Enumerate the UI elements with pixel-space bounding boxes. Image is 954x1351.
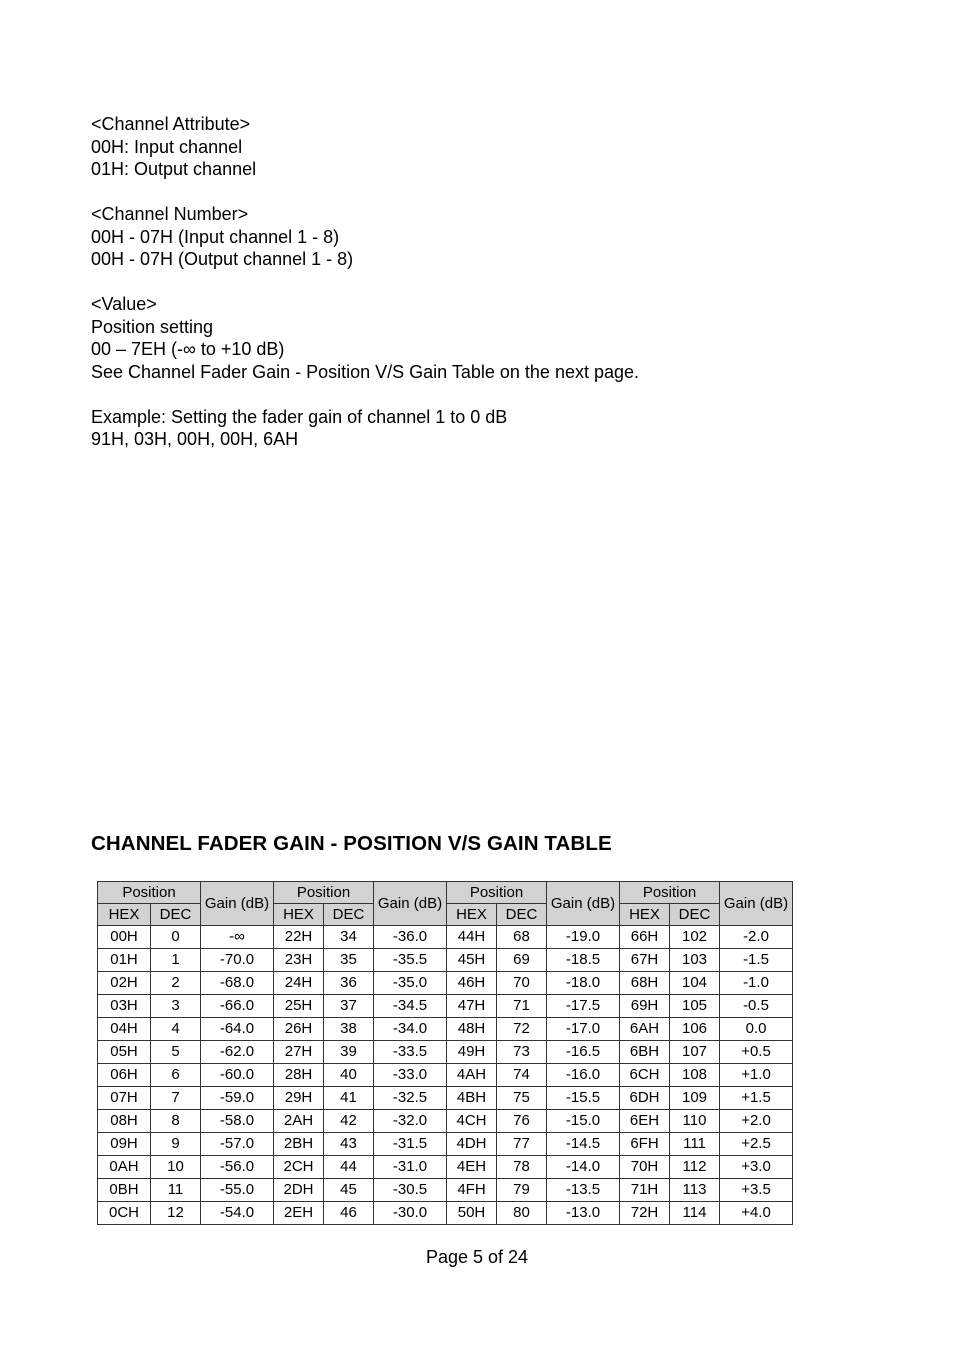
dec-cell: 113	[670, 1179, 720, 1202]
hex-cell: 6CH	[620, 1064, 670, 1087]
dec-cell: 43	[324, 1133, 374, 1156]
hex-cell: 22H	[274, 926, 324, 949]
gain-cell: -55.0	[201, 1179, 274, 1202]
hex-cell: 25H	[274, 995, 324, 1018]
gain-cell: +1.0	[720, 1064, 793, 1087]
gain-cell: -18.0	[547, 972, 620, 995]
hex-cell: 44H	[447, 926, 497, 949]
hex-cell: 2DH	[274, 1179, 324, 1202]
gain-cell: -30.5	[374, 1179, 447, 1202]
position-header: Position	[620, 882, 720, 904]
gain-cell: -56.0	[201, 1156, 274, 1179]
gain-cell: -35.5	[374, 949, 447, 972]
hex-cell: 6DH	[620, 1087, 670, 1110]
hex-cell: 49H	[447, 1041, 497, 1064]
hex-cell: 4BH	[447, 1087, 497, 1110]
dec-cell: 106	[670, 1018, 720, 1041]
dec-cell: 11	[151, 1179, 201, 1202]
hex-cell: 2EH	[274, 1202, 324, 1225]
hex-cell: 47H	[447, 995, 497, 1018]
hex-cell: 0BH	[98, 1179, 151, 1202]
dec-cell: 109	[670, 1087, 720, 1110]
gain-cell: +3.0	[720, 1156, 793, 1179]
table-row	[98, 1179, 793, 1202]
hex-cell: 66H	[620, 926, 670, 949]
dec-cell: 70	[497, 972, 547, 995]
dec-cell: 75	[497, 1087, 547, 1110]
hex-cell: 46H	[447, 972, 497, 995]
gain-cell: -17.5	[547, 995, 620, 1018]
table-row	[98, 926, 793, 949]
dec-cell: 7	[151, 1087, 201, 1110]
dec-cell: 74	[497, 1064, 547, 1087]
value-see-table: See Channel Fader Gain - Position V/S Gain Table on the next page.	[91, 361, 640, 382]
gain-cell: -15.5	[547, 1087, 620, 1110]
dec-cell: 77	[497, 1133, 547, 1156]
dec-cell: 108	[670, 1064, 720, 1087]
gain-cell: -34.5	[374, 995, 447, 1018]
hex-cell: 2AH	[274, 1110, 324, 1133]
hex-cell: 2BH	[274, 1133, 324, 1156]
dec-cell: 76	[497, 1110, 547, 1133]
hex-cell: 09H	[98, 1133, 151, 1156]
gain-cell: -13.0	[547, 1202, 620, 1225]
hex-cell: 29H	[274, 1087, 324, 1110]
hex-cell: 02H	[98, 972, 151, 995]
hex-cell: 08H	[98, 1110, 151, 1133]
dec-header: DEC	[151, 904, 201, 926]
table-row	[98, 1087, 793, 1110]
dec-cell: 44	[324, 1156, 374, 1179]
hex-cell: 0AH	[98, 1156, 151, 1179]
gain-cell: -1.5	[720, 949, 793, 972]
gain-cell: -14.0	[547, 1156, 620, 1179]
gain-table-body	[98, 926, 793, 1225]
channel-attribute-heading: <Channel Attribute>	[91, 114, 251, 134]
dec-cell: 5	[151, 1041, 201, 1064]
dec-cell: 105	[670, 995, 720, 1018]
table-row	[98, 1133, 793, 1156]
gain-cell: -32.5	[374, 1087, 447, 1110]
hex-cell: 2CH	[274, 1156, 324, 1179]
hex-cell: 27H	[274, 1041, 324, 1064]
dec-cell: 36	[324, 972, 374, 995]
dec-cell: 4	[151, 1018, 201, 1041]
hex-cell: 4AH	[447, 1064, 497, 1087]
hex-cell: 4DH	[447, 1133, 497, 1156]
gain-cell: -57.0	[201, 1133, 274, 1156]
gain-cell: -35.0	[374, 972, 447, 995]
dec-cell: 46	[324, 1202, 374, 1225]
hex-cell: 6AH	[620, 1018, 670, 1041]
dec-cell: 79	[497, 1179, 547, 1202]
gain-cell: -16.0	[547, 1064, 620, 1087]
dec-cell: 8	[151, 1110, 201, 1133]
hex-cell: 6BH	[620, 1041, 670, 1064]
dec-cell: 39	[324, 1041, 374, 1064]
dec-cell: 3	[151, 995, 201, 1018]
gain-cell: -30.0	[374, 1202, 447, 1225]
hex-cell: 6FH	[620, 1133, 670, 1156]
gain-cell: -16.5	[547, 1041, 620, 1064]
hex-cell: 04H	[98, 1018, 151, 1041]
table-row	[98, 1041, 793, 1064]
table-row	[98, 1064, 793, 1087]
dec-cell: 0	[151, 926, 201, 949]
value-range: 00 – 7EH (-∞ to +10 dB)	[91, 339, 285, 359]
hex-header: HEX	[274, 904, 324, 926]
hex-cell: 07H	[98, 1087, 151, 1110]
table-row	[98, 949, 793, 972]
channel-number-heading: <Channel Number>	[91, 204, 249, 224]
hex-cell: 6EH	[620, 1110, 670, 1133]
gain-header: Gain (dB)	[201, 882, 274, 926]
dec-cell: 71	[497, 995, 547, 1018]
dec-cell: 107	[670, 1041, 720, 1064]
hex-cell: 45H	[447, 949, 497, 972]
dec-cell: 110	[670, 1110, 720, 1133]
channel-attribute-output: 01H: Output channel	[91, 159, 257, 179]
hex-cell: 05H	[98, 1041, 151, 1064]
dec-cell: 104	[670, 972, 720, 995]
dec-cell: 111	[670, 1133, 720, 1156]
hex-cell: 4CH	[447, 1110, 497, 1133]
hex-cell: 23H	[274, 949, 324, 972]
dec-header: DEC	[324, 904, 374, 926]
hex-cell: 26H	[274, 1018, 324, 1041]
hex-cell: 06H	[98, 1064, 151, 1087]
page-number: Page 5 of 24	[425, 1247, 529, 1267]
table-row	[98, 1202, 793, 1225]
gain-cell: +0.5	[720, 1041, 793, 1064]
hex-cell: 28H	[274, 1064, 324, 1087]
gain-header: Gain (dB)	[547, 882, 620, 926]
gain-cell: -36.0	[374, 926, 447, 949]
gain-cell: -17.0	[547, 1018, 620, 1041]
position-header: Position	[98, 882, 201, 904]
dec-cell: 72	[497, 1018, 547, 1041]
dec-cell: 42	[324, 1110, 374, 1133]
hex-cell: 70H	[620, 1156, 670, 1179]
dec-cell: 6	[151, 1064, 201, 1087]
hex-cell: 68H	[620, 972, 670, 995]
hex-cell: 67H	[620, 949, 670, 972]
position-header: Position	[447, 882, 547, 904]
gain-table	[97, 881, 793, 1225]
gain-cell: -33.0	[374, 1064, 447, 1087]
dec-cell: 73	[497, 1041, 547, 1064]
hex-cell: 69H	[620, 995, 670, 1018]
gain-cell: -18.5	[547, 949, 620, 972]
dec-cell: 9	[151, 1133, 201, 1156]
hex-cell: 01H	[98, 949, 151, 972]
dec-cell: 2	[151, 972, 201, 995]
hex-header: HEX	[98, 904, 151, 926]
dec-cell: 35	[324, 949, 374, 972]
gain-cell: -70.0	[201, 949, 274, 972]
dec-cell: 112	[670, 1156, 720, 1179]
hex-cell: 50H	[447, 1202, 497, 1225]
gain-cell: +4.0	[720, 1202, 793, 1225]
dec-cell: 103	[670, 949, 720, 972]
gain-cell: -31.5	[374, 1133, 447, 1156]
gain-cell: -1.0	[720, 972, 793, 995]
dec-cell: 114	[670, 1202, 720, 1225]
gain-cell: +3.5	[720, 1179, 793, 1202]
gain-cell: -14.5	[547, 1133, 620, 1156]
dec-cell: 41	[324, 1087, 374, 1110]
dec-cell: 102	[670, 926, 720, 949]
gain-cell: -59.0	[201, 1087, 274, 1110]
dec-cell: 78	[497, 1156, 547, 1179]
dec-cell: 12	[151, 1202, 201, 1225]
channel-attribute-input: 00H: Input channel	[91, 136, 243, 157]
gain-header: Gain (dB)	[720, 882, 793, 926]
gain-cell: -31.0	[374, 1156, 447, 1179]
dec-cell: 37	[324, 995, 374, 1018]
gain-header: Gain (dB)	[374, 882, 447, 926]
hex-cell: 72H	[620, 1202, 670, 1225]
dec-cell: 45	[324, 1179, 374, 1202]
table-row	[98, 995, 793, 1018]
channel-number-output: 00H - 07H (Output channel 1 - 8)	[91, 249, 354, 269]
position-header: Position	[274, 882, 374, 904]
gain-cell: -58.0	[201, 1110, 274, 1133]
gain-cell: -66.0	[201, 995, 274, 1018]
channel-number-input: 00H - 07H (Input channel 1 - 8)	[91, 226, 340, 247]
table-row	[98, 1156, 793, 1179]
hex-cell: 4EH	[447, 1156, 497, 1179]
hex-cell: 24H	[274, 972, 324, 995]
gain-cell: +2.5	[720, 1133, 793, 1156]
hex-cell: 03H	[98, 995, 151, 1018]
gain-cell: -64.0	[201, 1018, 274, 1041]
gain-cell: -68.0	[201, 972, 274, 995]
gain-cell: -2.0	[720, 926, 793, 949]
gain-cell: -62.0	[201, 1041, 274, 1064]
table-row	[98, 972, 793, 995]
dec-cell: 34	[324, 926, 374, 949]
dec-cell: 38	[324, 1018, 374, 1041]
gain-cell: -13.5	[547, 1179, 620, 1202]
dec-cell: 68	[497, 926, 547, 949]
gain-cell: -60.0	[201, 1064, 274, 1087]
gain-cell: -33.5	[374, 1041, 447, 1064]
gain-cell: +2.0	[720, 1110, 793, 1133]
table-title: CHANNEL FADER GAIN - POSITION V/S GAIN TABLE	[91, 832, 612, 855]
value-heading: <Value>	[91, 294, 157, 314]
dec-cell: 40	[324, 1064, 374, 1087]
hex-header: HEX	[447, 904, 497, 926]
gain-cell: 0.0	[720, 1018, 793, 1041]
value-position-setting: Position setting	[91, 316, 214, 337]
gain-cell: -32.0	[374, 1110, 447, 1133]
intro-text	[91, 113, 639, 451]
hex-header: HEX	[620, 904, 670, 926]
gain-cell: +1.5	[720, 1087, 793, 1110]
example-bytes: 91H, 03H, 00H, 00H, 6AH	[91, 429, 299, 449]
hex-cell: 48H	[447, 1018, 497, 1041]
gain-cell: -0.5	[720, 995, 793, 1018]
gain-cell: -∞	[201, 926, 274, 949]
dec-cell: 80	[497, 1202, 547, 1225]
hex-cell: 4FH	[447, 1179, 497, 1202]
hex-cell: 71H	[620, 1179, 670, 1202]
dec-header: DEC	[670, 904, 720, 926]
gain-cell: -34.0	[374, 1018, 447, 1041]
dec-cell: 10	[151, 1156, 201, 1179]
dec-header: DEC	[497, 904, 547, 926]
gain-cell: -15.0	[547, 1110, 620, 1133]
hex-cell: 0CH	[98, 1202, 151, 1225]
example-description: Example: Setting the fader gain of channel 1 to 0 dB	[91, 406, 508, 427]
dec-cell: 69	[497, 949, 547, 972]
gain-cell: -19.0	[547, 926, 620, 949]
table-row	[98, 1018, 793, 1041]
dec-cell: 1	[151, 949, 201, 972]
table-row	[98, 1110, 793, 1133]
hex-cell: 00H	[98, 926, 151, 949]
gain-cell: -54.0	[201, 1202, 274, 1225]
